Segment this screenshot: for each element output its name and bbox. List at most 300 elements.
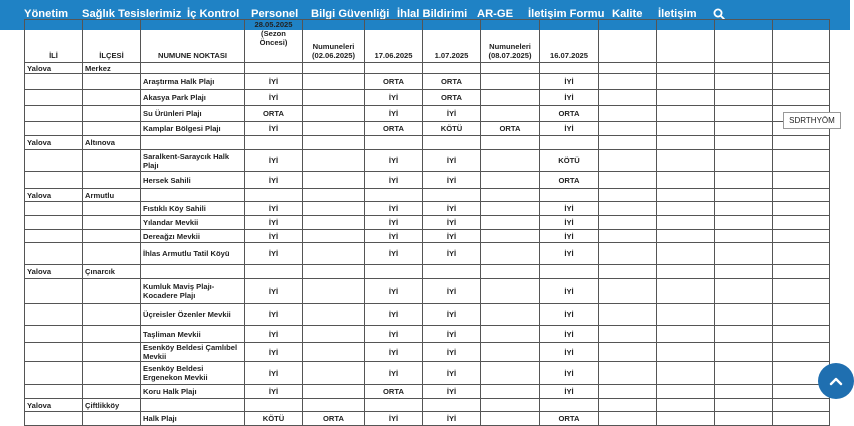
table-row — [25, 63, 830, 74]
result-cell: İYİ — [245, 230, 303, 243]
empty-cell — [599, 326, 657, 343]
result-cell — [303, 265, 365, 279]
table-row — [25, 230, 830, 243]
empty-cell — [715, 399, 773, 412]
table-row — [25, 243, 830, 265]
result-cell: İYİ — [423, 202, 481, 216]
sample-point-cell: Taşliman Mevkii — [141, 326, 245, 343]
result-cell — [481, 412, 540, 426]
result-cell: İYİ — [245, 216, 303, 230]
result-cell: İYİ — [245, 150, 303, 172]
empty-cell — [599, 74, 657, 90]
result-cell — [481, 243, 540, 265]
nav-item-1[interactable]: Sağlık Tesislerimiz — [82, 8, 182, 20]
sample-point-cell: Araştırma Halk Plajı — [141, 74, 245, 90]
province-cell — [25, 304, 83, 326]
result-cell — [303, 106, 365, 122]
result-cell: KÖTÜ — [540, 150, 599, 172]
result-cell — [303, 279, 365, 304]
result-cell: ORTA — [540, 412, 599, 426]
district-cell — [83, 106, 141, 122]
result-cell — [481, 399, 540, 412]
header-cell — [715, 20, 773, 63]
result-cell: İYİ — [365, 412, 423, 426]
result-cell — [481, 63, 540, 74]
empty-cell — [773, 216, 830, 230]
empty-cell — [715, 243, 773, 265]
result-cell: ORTA — [365, 122, 423, 136]
district-cell: Çiftlikköy — [83, 399, 141, 412]
result-cell — [303, 172, 365, 189]
result-cell — [481, 216, 540, 230]
province-cell: Yalova — [25, 399, 83, 412]
table-row — [25, 343, 830, 362]
result-cell: ORTA — [540, 106, 599, 122]
empty-cell — [657, 230, 715, 243]
table-row — [25, 326, 830, 343]
result-cell — [423, 189, 481, 202]
result-cell — [303, 74, 365, 90]
province-cell — [25, 150, 83, 172]
empty-cell — [715, 304, 773, 326]
empty-cell — [773, 279, 830, 304]
result-cell: İYİ — [365, 343, 423, 362]
nav-item-8[interactable]: Kalite — [612, 8, 643, 20]
sample-point-cell: Su Ürünleri Plajı — [141, 106, 245, 122]
empty-cell — [773, 202, 830, 216]
province-cell — [25, 412, 83, 426]
district-cell — [83, 230, 141, 243]
result-cell — [303, 399, 365, 412]
result-cell: İYİ — [540, 304, 599, 326]
header-cell: 17.06.2025 — [365, 20, 423, 63]
province-cell — [25, 74, 83, 90]
empty-cell — [599, 136, 657, 150]
empty-cell — [599, 412, 657, 426]
results-table-wrapper — [24, 20, 829, 423]
result-cell — [245, 399, 303, 412]
result-cell: İYİ — [365, 279, 423, 304]
district-cell: Çınarcık — [83, 265, 141, 279]
nav-item-2[interactable]: İç Kontrol — [187, 8, 240, 20]
district-cell — [83, 343, 141, 362]
empty-cell — [599, 399, 657, 412]
result-cell — [481, 136, 540, 150]
result-cell: İYİ — [540, 74, 599, 90]
water-quality-table — [24, 19, 830, 426]
side-tag[interactable]: SDRTHYÖM — [783, 112, 841, 129]
empty-cell — [773, 136, 830, 150]
empty-cell — [657, 202, 715, 216]
empty-cell — [715, 385, 773, 399]
result-cell — [303, 304, 365, 326]
result-cell — [303, 189, 365, 202]
table-row — [25, 74, 830, 90]
empty-cell — [657, 136, 715, 150]
result-cell: İYİ — [540, 343, 599, 362]
province-cell — [25, 106, 83, 122]
empty-cell — [773, 304, 830, 326]
sample-point-cell: Kamplar Bölgesi Plajı — [141, 122, 245, 136]
empty-cell — [715, 172, 773, 189]
empty-cell — [599, 172, 657, 189]
district-cell — [83, 172, 141, 189]
empty-cell — [657, 172, 715, 189]
district-cell — [83, 385, 141, 399]
province-cell: Yalova — [25, 265, 83, 279]
province-cell — [25, 90, 83, 106]
empty-cell — [599, 279, 657, 304]
result-cell — [481, 106, 540, 122]
result-cell: İYİ — [245, 172, 303, 189]
empty-cell — [599, 90, 657, 106]
district-cell — [83, 326, 141, 343]
table-row — [25, 106, 830, 122]
province-cell — [25, 362, 83, 385]
empty-cell — [715, 230, 773, 243]
header-cell: İLİ — [25, 20, 83, 63]
empty-cell — [773, 150, 830, 172]
empty-cell — [657, 150, 715, 172]
result-cell: İYİ — [245, 279, 303, 304]
result-cell — [481, 265, 540, 279]
empty-cell — [773, 399, 830, 412]
sample-point-cell — [141, 63, 245, 74]
empty-cell — [657, 399, 715, 412]
table-row — [25, 362, 830, 385]
district-cell: Armutlu — [83, 189, 141, 202]
empty-cell — [715, 150, 773, 172]
result-cell: İYİ — [423, 279, 481, 304]
empty-cell — [599, 106, 657, 122]
empty-cell — [599, 150, 657, 172]
result-cell — [540, 136, 599, 150]
result-cell: İYİ — [423, 243, 481, 265]
result-cell: ORTA — [365, 385, 423, 399]
result-cell: İYİ — [540, 90, 599, 106]
result-cell — [423, 399, 481, 412]
district-cell — [83, 150, 141, 172]
result-cell — [365, 399, 423, 412]
result-cell — [303, 90, 365, 106]
province-cell — [25, 343, 83, 362]
result-cell: KÖTÜ — [423, 122, 481, 136]
result-cell: ORTA — [365, 74, 423, 90]
result-cell — [423, 136, 481, 150]
sample-point-cell: Üçreisler Özenler Mevkii — [141, 304, 245, 326]
result-cell: İYİ — [365, 90, 423, 106]
sample-point-cell: İhlas Armutlu Tatil Köyü — [141, 243, 245, 265]
table-row — [25, 385, 830, 399]
result-cell — [303, 326, 365, 343]
empty-cell — [773, 189, 830, 202]
nav-item-7[interactable]: İletişim Formu — [528, 8, 605, 20]
result-cell — [303, 343, 365, 362]
result-cell: İYİ — [245, 362, 303, 385]
result-cell: İYİ — [245, 243, 303, 265]
result-cell — [481, 230, 540, 243]
result-cell — [481, 362, 540, 385]
province-cell: Yalova — [25, 189, 83, 202]
result-cell — [245, 136, 303, 150]
nav-item-5[interactable]: İhlal Bildirimi — [397, 8, 468, 20]
table-row — [25, 265, 830, 279]
empty-cell — [657, 216, 715, 230]
empty-cell — [773, 265, 830, 279]
sample-point-cell: Koru Halk Plajı — [141, 385, 245, 399]
result-cell — [303, 230, 365, 243]
province-cell — [25, 385, 83, 399]
sample-point-cell: Yılandar Mevkii — [141, 216, 245, 230]
nav-item-9[interactable]: İletişim — [658, 8, 697, 20]
header-cell: 1.07.2025 — [423, 20, 481, 63]
result-cell — [303, 63, 365, 74]
result-cell — [481, 189, 540, 202]
empty-cell — [599, 343, 657, 362]
empty-cell — [715, 279, 773, 304]
result-cell — [245, 63, 303, 74]
result-cell: İYİ — [540, 243, 599, 265]
table-row — [25, 122, 830, 136]
empty-cell — [599, 385, 657, 399]
province-cell: Yalova — [25, 136, 83, 150]
district-cell — [83, 90, 141, 106]
empty-cell — [599, 202, 657, 216]
result-cell: İYİ — [423, 106, 481, 122]
table-row — [25, 202, 830, 216]
result-cell: KÖTÜ — [245, 412, 303, 426]
table-row — [25, 304, 830, 326]
result-cell: İYİ — [423, 216, 481, 230]
nav-item-3[interactable]: Personel — [251, 8, 299, 20]
empty-cell — [715, 412, 773, 426]
empty-cell — [599, 122, 657, 136]
result-cell — [423, 63, 481, 74]
result-cell: İYİ — [423, 362, 481, 385]
empty-cell — [599, 230, 657, 243]
sample-point-cell: Halk Plajı — [141, 412, 245, 426]
result-cell — [540, 265, 599, 279]
result-cell: ORTA — [245, 106, 303, 122]
province-cell: Yalova — [25, 63, 83, 74]
empty-cell — [773, 90, 830, 106]
result-cell: İYİ — [245, 74, 303, 90]
empty-cell — [657, 243, 715, 265]
result-cell: İYİ — [365, 304, 423, 326]
table-row — [25, 412, 830, 426]
province-cell — [25, 230, 83, 243]
result-cell: İYİ — [423, 343, 481, 362]
sample-point-cell: Kumluk Maviş Plajı-Kocadere Plajı — [141, 279, 245, 304]
result-cell: İYİ — [540, 216, 599, 230]
result-cell — [423, 265, 481, 279]
empty-cell — [773, 343, 830, 362]
empty-cell — [657, 265, 715, 279]
result-cell — [303, 136, 365, 150]
empty-cell — [657, 63, 715, 74]
result-cell: İYİ — [540, 202, 599, 216]
empty-cell — [599, 63, 657, 74]
empty-cell — [773, 243, 830, 265]
result-cell — [303, 122, 365, 136]
result-cell — [245, 265, 303, 279]
result-cell: İYİ — [423, 412, 481, 426]
empty-cell — [715, 74, 773, 90]
empty-cell — [599, 304, 657, 326]
table-row — [25, 90, 830, 106]
scroll-top-button[interactable] — [818, 363, 854, 399]
result-cell — [303, 216, 365, 230]
table-row — [25, 399, 830, 412]
result-cell: İYİ — [365, 216, 423, 230]
district-cell — [83, 412, 141, 426]
result-cell: İYİ — [365, 172, 423, 189]
result-cell: İYİ — [540, 230, 599, 243]
table-row — [25, 172, 830, 189]
sample-point-cell — [141, 136, 245, 150]
empty-cell — [657, 412, 715, 426]
province-cell — [25, 279, 83, 304]
empty-cell — [715, 202, 773, 216]
result-cell — [481, 90, 540, 106]
empty-cell — [773, 326, 830, 343]
district-cell: Altınova — [83, 136, 141, 150]
district-cell — [83, 243, 141, 265]
empty-cell — [657, 362, 715, 385]
result-cell: İYİ — [245, 122, 303, 136]
result-cell — [481, 172, 540, 189]
result-cell — [365, 63, 423, 74]
table-row — [25, 189, 830, 202]
result-cell: ORTA — [540, 172, 599, 189]
result-cell: ORTA — [303, 412, 365, 426]
result-cell — [481, 150, 540, 172]
header-cell: NUMUNE NOKTASI — [141, 20, 245, 63]
header-cell: 16.07.2025 — [540, 20, 599, 63]
sample-point-cell: Akasya Park Plajı — [141, 90, 245, 106]
district-cell — [83, 216, 141, 230]
empty-cell — [715, 63, 773, 74]
result-cell: ORTA — [423, 90, 481, 106]
result-cell: İYİ — [540, 122, 599, 136]
empty-cell — [715, 265, 773, 279]
empty-cell — [657, 74, 715, 90]
result-cell: İYİ — [245, 385, 303, 399]
result-cell — [481, 202, 540, 216]
nav-item-0[interactable]: Yönetim — [24, 8, 69, 20]
result-cell: İYİ — [540, 385, 599, 399]
province-cell — [25, 122, 83, 136]
province-cell — [25, 216, 83, 230]
result-cell: İYİ — [423, 230, 481, 243]
result-cell: İYİ — [540, 362, 599, 385]
result-cell — [365, 136, 423, 150]
district-cell: Merkez — [83, 63, 141, 74]
result-cell — [481, 326, 540, 343]
result-cell: İYİ — [365, 243, 423, 265]
result-cell: İYİ — [365, 106, 423, 122]
empty-cell — [657, 304, 715, 326]
sample-point-cell: Esenköy Beldesi Ergenekon Mevkii — [141, 362, 245, 385]
result-cell — [481, 279, 540, 304]
result-cell: İYİ — [540, 326, 599, 343]
sample-point-cell: Dereağzı Mevkii — [141, 230, 245, 243]
result-cell: İYİ — [365, 230, 423, 243]
empty-cell — [773, 74, 830, 90]
result-cell: İYİ — [365, 202, 423, 216]
empty-cell — [599, 265, 657, 279]
result-cell — [540, 63, 599, 74]
header-cell — [599, 20, 657, 63]
sample-point-cell: Saralkent-Saraycık Halk Plajı — [141, 150, 245, 172]
province-cell — [25, 202, 83, 216]
result-cell: İYİ — [365, 362, 423, 385]
result-cell — [481, 74, 540, 90]
empty-cell — [773, 172, 830, 189]
district-cell — [83, 202, 141, 216]
result-cell — [245, 189, 303, 202]
result-cell — [303, 243, 365, 265]
empty-cell — [657, 279, 715, 304]
empty-cell — [715, 343, 773, 362]
result-cell: İYİ — [245, 202, 303, 216]
empty-cell — [715, 216, 773, 230]
header-cell — [773, 20, 830, 63]
nav-item-4[interactable]: Bilgi Güvenliği — [311, 8, 390, 20]
empty-cell — [599, 362, 657, 385]
result-cell — [481, 343, 540, 362]
sample-point-cell — [141, 265, 245, 279]
empty-cell — [773, 412, 830, 426]
empty-cell — [657, 343, 715, 362]
result-cell — [303, 385, 365, 399]
district-cell — [83, 304, 141, 326]
result-cell: İYİ — [245, 326, 303, 343]
sample-point-cell: Esenköy Beldesi Çamlıbel Mevkii — [141, 343, 245, 362]
header-cell: Numuneleri (02.06.2025) — [303, 20, 365, 63]
nav-item-6[interactable]: AR-GE — [477, 8, 514, 20]
empty-cell — [715, 189, 773, 202]
result-cell — [481, 385, 540, 399]
result-cell: İYİ — [423, 150, 481, 172]
district-cell — [83, 279, 141, 304]
empty-cell — [773, 63, 830, 74]
table-row — [25, 216, 830, 230]
result-cell — [540, 399, 599, 412]
empty-cell — [599, 243, 657, 265]
result-cell: İYİ — [365, 326, 423, 343]
empty-cell — [715, 90, 773, 106]
chevron-up-icon — [829, 376, 843, 386]
result-cell: İYİ — [365, 150, 423, 172]
district-cell — [83, 74, 141, 90]
result-cell: İYİ — [423, 304, 481, 326]
result-cell — [303, 202, 365, 216]
result-cell — [481, 304, 540, 326]
header-cell — [657, 20, 715, 63]
province-cell — [25, 172, 83, 189]
header-cell: İLÇESİ — [83, 20, 141, 63]
result-cell: İYİ — [245, 304, 303, 326]
result-cell — [303, 362, 365, 385]
sample-point-cell — [141, 189, 245, 202]
empty-cell — [773, 230, 830, 243]
province-cell — [25, 326, 83, 343]
empty-cell — [657, 122, 715, 136]
result-cell: İYİ — [245, 343, 303, 362]
sample-point-cell: Fıstıklı Köy Sahili — [141, 202, 245, 216]
result-cell: İYİ — [423, 385, 481, 399]
